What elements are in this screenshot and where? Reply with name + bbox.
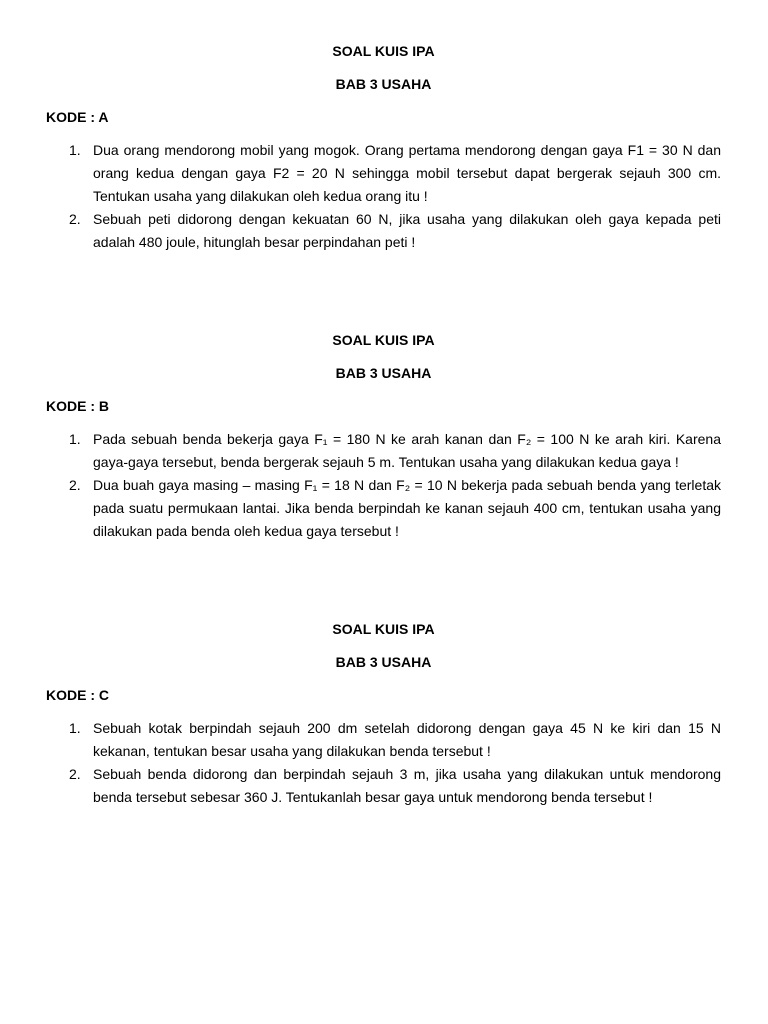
question-item (46, 139, 721, 208)
question-list (46, 139, 721, 254)
quiz-section-c (46, 618, 721, 809)
quiz-title: SOAL KUIS IPA (332, 43, 435, 59)
question-number: 2. (69, 477, 81, 493)
chapter-title: BAB 3 USAHA (335, 76, 432, 92)
question-item (46, 763, 721, 809)
question-item (46, 717, 721, 763)
quiz-title: SOAL KUIS IPA (332, 332, 435, 348)
question-number: 1. (69, 720, 81, 736)
question-item (46, 474, 721, 543)
question-list (46, 428, 721, 543)
question-text: Dua buah gaya masing – masing F₁ = 18 N dan F₂ = 10 N bekerja pada sebuah benda yang terletak pada suatu permukaan lantai. Jika benda berpindah ke kanan sejauh 400 cm, tentukan usaha yang dilakukan pada benda oleh kedua gaya tersebut ! (93, 477, 721, 539)
question-text: Dua orang mendorong mobil yang mogok. Orang pertama mendorong dengan gaya F1 = 30 N dan orang kedua dengan gaya F2 = 20 N sehingga mobil tersebut dapat bergerak sejauh 300 cm. Tentukan usaha yang dilakukan oleh kedua orang itu ! (93, 142, 721, 204)
chapter-title: BAB 3 USAHA (335, 365, 432, 381)
question-text: Sebuah kotak berpindah sejauh 200 dm setelah didorong dengan gaya 45 N ke kiri dan 15 N kekanan, tentukan besar usaha yang dilakukan benda tersebut ! (93, 720, 721, 759)
question-text: Sebuah peti didorong dengan kekuatan 60 N, jika usaha yang dilakukan oleh gaya kepada peti adalah 480 joule, hitunglah besar perpindahan peti ! (93, 211, 721, 250)
question-number: 1. (69, 431, 81, 447)
question-item (46, 208, 721, 254)
question-list (46, 717, 721, 809)
question-item (46, 428, 721, 474)
quiz-section-b (46, 329, 721, 543)
question-number: 1. (69, 142, 81, 158)
question-number: 2. (69, 211, 81, 227)
quiz-title: SOAL KUIS IPA (332, 621, 435, 637)
quiz-section-a (46, 40, 721, 254)
question-number: 2. (69, 766, 81, 782)
question-text: Pada sebuah benda bekerja gaya F₁ = 180 N ke arah kanan dan F₂ = 100 N ke arah kiri. Karena gaya-gaya tersebut, benda bergerak sejauh 5 m. Tentukan usaha yang dilakukan kedua gaya ! (93, 431, 721, 470)
kode-label: KODE : B (46, 398, 109, 414)
question-text: Sebuah benda didorong dan berpindah sejauh 3 m, jika usaha yang dilakukan untuk mendorong benda tersebut sebesar 360 J. Tentukanlah besar gaya untuk mendorong benda tersebut ! (93, 766, 721, 805)
kode-label: KODE : C (46, 687, 109, 703)
kode-label: KODE : A (46, 109, 109, 125)
chapter-title: BAB 3 USAHA (335, 654, 432, 670)
